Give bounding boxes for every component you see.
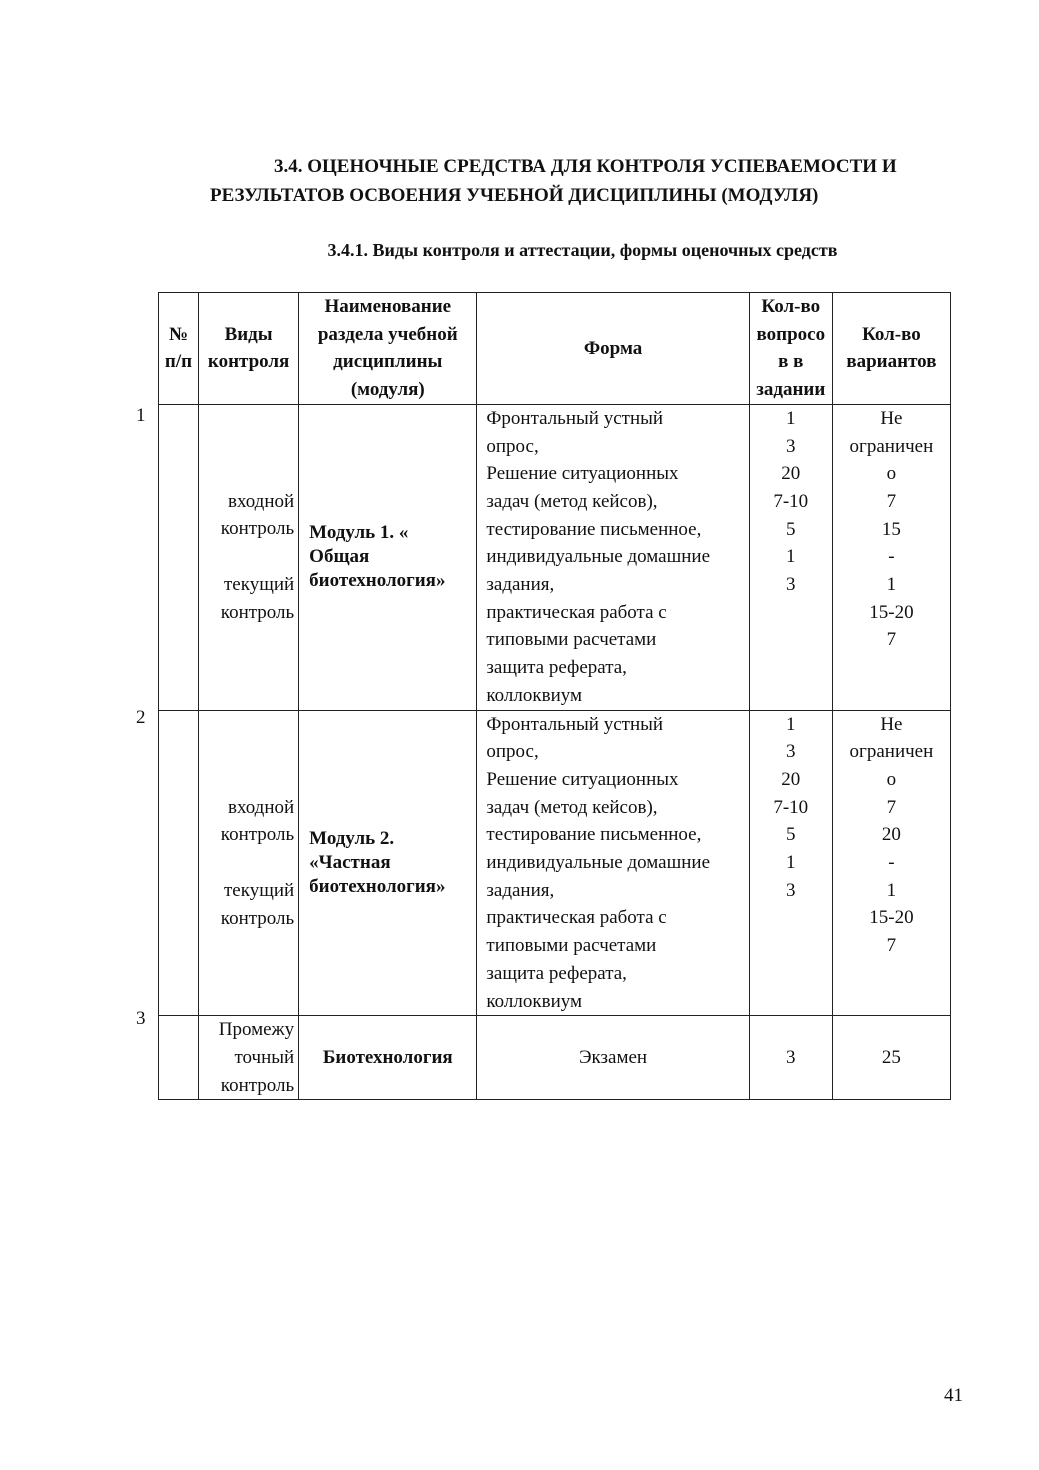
header-form: Форма — [477, 293, 749, 405]
header-question-count: Кол-во вопросо в в задании — [749, 293, 832, 405]
header-variant-count: Кол-во вариантов — [832, 293, 950, 405]
table-row — [159, 404, 951, 710]
section-heading-line1: 3.4. ОЦЕНОЧНЫЕ СРЕДСТВА ДЛЯ КОНТРОЛЯ УСПЕВАЕМОСТИ И — [274, 156, 897, 177]
question-count-cell: 3 — [749, 1016, 832, 1100]
row-label: 2 — [136, 707, 146, 728]
subsection-heading: 3.4.1. Виды контроля и аттестации, формы оценочных средств — [327, 240, 838, 260]
row-number-cell — [159, 1016, 199, 1100]
question-count-cell: 1 3 20 7-10 5 1 3 — [749, 710, 832, 1016]
variant-count-cell: 25 — [832, 1016, 950, 1100]
header-num: № п/п — [159, 293, 199, 405]
module-name-cell: Модуль 2. «Частная биотехнология» — [299, 710, 477, 1016]
control-type-cell: входной контроль текущий контроль — [199, 404, 299, 710]
header-module-name: Наименование раздела учебной дисциплины (модуля) — [299, 293, 477, 405]
module-name-cell: Модуль 1. « Общая биотехнология» — [299, 404, 477, 710]
section-heading — [150, 152, 990, 210]
form-cell: Фронтальный устный опрос, Решение ситуационных задач (метод кейсов), тестирование письменное, индивидуальные домашние задания, практическая работа с типовыми расчетами защита реферата, коллоквиум — [477, 404, 749, 710]
form-cell: Фронтальный устный опрос, Решение ситуационных задач (метод кейсов), тестирование письменное, индивидуальные домашние задания, практическая работа с типовыми расчетами защита реферата, коллоквиум — [477, 710, 749, 1016]
control-type-cell: Промежу точный контроль — [199, 1016, 299, 1100]
row-label: 1 — [136, 405, 146, 426]
assessment-table — [158, 292, 951, 1100]
row-label: 3 — [136, 1008, 146, 1029]
table-row — [159, 1016, 951, 1100]
section-heading-line2: РЕЗУЛЬТАТОВ ОСВОЕНИЯ УЧЕБНОЙ ДИСЦИПЛИНЫ (МОДУЛЯ) — [210, 185, 819, 206]
row-number-cell — [159, 710, 199, 1016]
control-type-cell: входной контроль текущий контроль — [199, 710, 299, 1016]
variant-count-cell: Не ограничен о 7 20 - 1 15-20 7 — [832, 710, 950, 1016]
row-number-cell — [159, 404, 199, 710]
header-control-type: Виды контроля — [199, 293, 299, 405]
table-header-row — [159, 293, 951, 405]
module-name-cell: Биотехнология — [299, 1016, 477, 1100]
form-cell: Экзамен — [477, 1016, 749, 1100]
table-row — [159, 710, 951, 1016]
question-count-cell: 1 3 20 7-10 5 1 3 — [749, 404, 832, 710]
page-number: 41 — [944, 1385, 963, 1406]
variant-count-cell: Не ограничен о 7 15 - 1 15-20 7 — [832, 404, 950, 710]
